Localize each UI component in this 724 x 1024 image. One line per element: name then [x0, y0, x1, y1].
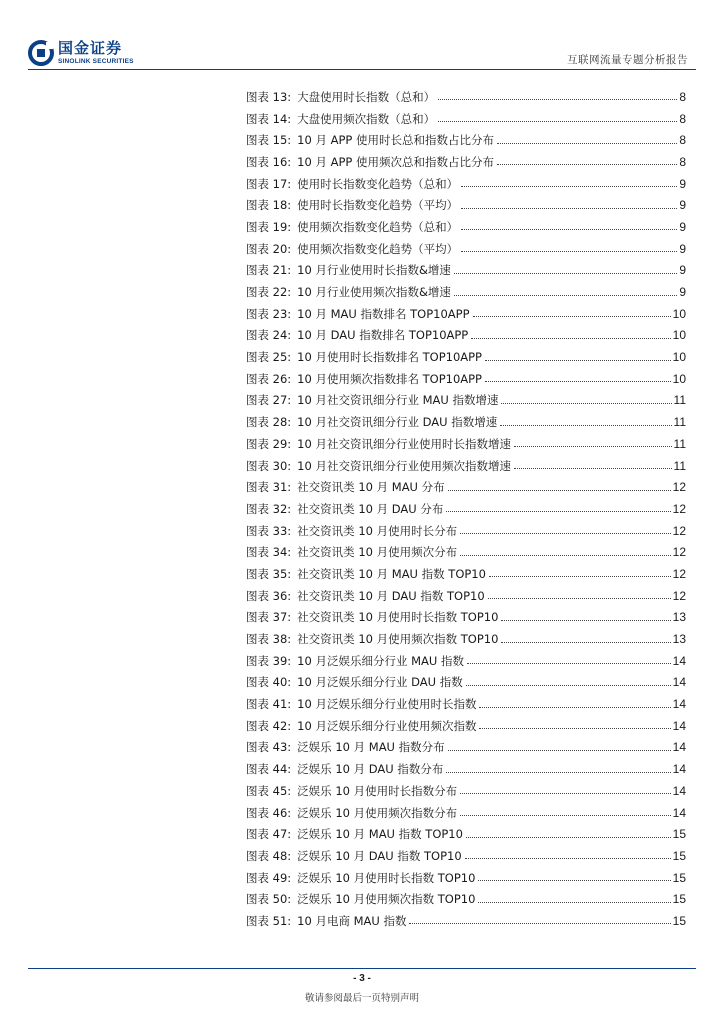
toc-entry[interactable] [246, 672, 686, 694]
page-ref: 9 [679, 285, 686, 300]
figure-title: 10 月使用时长指数排名 TOP10APP [297, 350, 482, 365]
figure-number: 图表 43: [246, 740, 292, 755]
toc-entry[interactable] [246, 173, 686, 195]
toc-entry-title [246, 891, 475, 907]
figure-title: 大盘使用频次指数（总和） [297, 111, 436, 126]
page-ref: 10 [672, 306, 686, 321]
figure-title: 泛娱乐 10 月 DAU 指数 TOP10 [297, 848, 462, 863]
page-ref: 9 [679, 176, 686, 191]
figure-title: 10 月使用频次指数排名 TOP10APP [297, 371, 482, 386]
page-ref: 15 [672, 913, 686, 928]
toc-entry-title [246, 111, 435, 127]
toc-entry[interactable] [246, 194, 686, 216]
figure-title: 使用频次指数变化趋势（总和） [297, 219, 459, 234]
toc-entry-title [246, 392, 498, 408]
toc-entry[interactable] [246, 238, 686, 260]
dot-leader [438, 121, 677, 122]
page-ref: 15 [672, 892, 686, 907]
dot-leader [448, 750, 671, 751]
toc-entry[interactable] [246, 823, 686, 845]
figure-number: 图表 42: [246, 718, 292, 733]
toc-entry-title [246, 262, 451, 278]
figure-number: 图表 29: [246, 436, 292, 451]
dot-leader [514, 468, 672, 469]
toc-entry[interactable] [246, 129, 686, 151]
toc-entry-title [246, 371, 482, 387]
toc-entry[interactable] [246, 628, 686, 650]
page-ref: 12 [672, 566, 686, 581]
figure-title: 10 月社交资讯细分行业使用频次指数增速 [297, 458, 511, 473]
figure-title: 社交资讯类 10 月 DAU 分布 [297, 501, 444, 516]
figure-title: 10 月行业使用频次指数&增速 [297, 285, 451, 300]
page-ref: 12 [672, 480, 686, 495]
dot-leader [454, 273, 677, 274]
toc-entry-title [246, 219, 458, 235]
figure-number: 图表 46: [246, 805, 292, 820]
figure-title: 社交资讯类 10 月使用时长分布 [297, 523, 458, 538]
figure-title: 10 月泛娱乐细分行业 DAU 指数 [297, 675, 463, 690]
figure-title: 泛娱乐 10 月使用频次指数 TOP10 [297, 892, 476, 907]
toc-entry-title [246, 913, 406, 929]
figure-number: 图表 27: [246, 393, 292, 408]
figure-number: 图表 38: [246, 632, 292, 647]
toc-entry[interactable] [246, 650, 686, 672]
figure-number: 图表 23: [246, 306, 292, 321]
toc-entry[interactable] [246, 802, 686, 824]
brand-name-en: SINOLINK SECURITIES [58, 57, 134, 65]
toc-entry-title [246, 89, 435, 105]
toc-entry[interactable] [246, 520, 686, 542]
toc-entry-title [246, 414, 497, 430]
toc-entry-title [246, 566, 486, 582]
figure-title: 泛娱乐 10 月使用时长指数 TOP10 [297, 870, 476, 885]
toc-entry[interactable] [246, 411, 686, 433]
page-ref: 8 [679, 111, 686, 126]
dot-leader [460, 815, 671, 816]
toc-entry-title [246, 544, 457, 560]
page-ref: 12 [672, 523, 686, 538]
figure-number: 图表 30: [246, 458, 292, 473]
page-ref: 9 [679, 198, 686, 213]
figure-number: 图表 18: [246, 198, 292, 213]
toc-entry[interactable] [246, 845, 686, 867]
page-ref: 14 [672, 762, 686, 777]
toc-entry[interactable] [246, 910, 686, 932]
figure-title: 使用时长指数变化趋势（平均） [297, 198, 459, 213]
figure-number: 图表 24: [246, 328, 292, 343]
figure-number: 图表 17: [246, 176, 292, 191]
toc-entry[interactable] [246, 867, 686, 889]
figure-number: 图表 26: [246, 371, 292, 386]
page-ref: 14 [672, 805, 686, 820]
figure-title: 10 月 DAU 指数排名 TOP10APP [297, 328, 469, 343]
page-ref: 14 [672, 783, 686, 798]
dot-leader [438, 99, 677, 100]
toc-entry[interactable] [246, 455, 686, 477]
figure-number: 图表 40: [246, 675, 292, 690]
toc-entry-title [246, 805, 457, 821]
dot-leader [448, 490, 671, 491]
toc-entry-title [246, 154, 494, 170]
figure-title: 10 月 APP 使用频次总和指数占比分布 [297, 154, 495, 169]
toc-entry[interactable] [246, 693, 686, 715]
dot-leader [460, 793, 671, 794]
page-ref: 8 [679, 133, 686, 148]
page-ref: 15 [672, 848, 686, 863]
toc-entry-title [246, 306, 470, 322]
toc-entry[interactable] [246, 585, 686, 607]
toc-entry-title [246, 241, 458, 257]
toc-entry-title [246, 458, 511, 474]
figure-title: 10 月电商 MAU 指数 [297, 913, 407, 928]
figure-number: 图表 37: [246, 610, 292, 625]
toc-entry-title [246, 674, 463, 690]
dot-leader [466, 837, 671, 838]
figure-title: 10 月 MAU 指数排名 TOP10APP [297, 306, 470, 321]
dot-leader [465, 858, 671, 859]
figure-number: 图表 19: [246, 219, 292, 234]
figure-number: 图表 45: [246, 783, 292, 798]
dot-leader [514, 446, 672, 447]
report-title: 互联网流量专题分析报告 [567, 54, 688, 66]
dot-leader [485, 381, 671, 382]
figure-number: 图表 48: [246, 848, 292, 863]
figure-number: 图表 34: [246, 545, 292, 560]
toc-entry[interactable] [246, 476, 686, 498]
header-divider [28, 69, 696, 70]
page-ref: 12 [672, 501, 686, 516]
page-ref: 10 [672, 350, 686, 365]
dot-leader [478, 880, 670, 881]
page-ref: 11 [673, 436, 686, 451]
dot-leader [461, 251, 677, 252]
figure-number: 图表 44: [246, 762, 292, 777]
figure-title: 泛娱乐 10 月使用时长指数分布 [297, 783, 458, 798]
toc-entry[interactable] [246, 541, 686, 563]
toc-entry[interactable] [246, 368, 686, 390]
page-ref: 14 [672, 653, 686, 668]
figure-title: 社交资讯类 10 月 MAU 指数 TOP10 [297, 566, 486, 581]
toc-entry[interactable] [246, 216, 686, 238]
toc-entry-title [246, 284, 451, 300]
figure-number: 图表 15: [246, 133, 292, 148]
toc-entry-title [246, 349, 482, 365]
page-ref: 8 [679, 89, 686, 104]
toc-entry-title [246, 870, 475, 886]
page-number: - 3 - [353, 973, 371, 984]
toc-entry[interactable] [246, 607, 686, 629]
dot-leader [497, 143, 677, 144]
figure-title: 社交资讯类 10 月 MAU 分布 [297, 480, 445, 495]
figure-number: 图表 47: [246, 827, 292, 842]
figure-title: 泛娱乐 10 月 DAU 指数分布 [297, 762, 444, 777]
dot-leader [489, 576, 671, 577]
figure-title: 社交资讯类 10 月 DAU 指数 TOP10 [297, 588, 485, 603]
page-ref: 12 [672, 545, 686, 560]
dot-leader [488, 598, 671, 599]
toc-entry-title [246, 826, 463, 842]
toc-entry-title [246, 327, 468, 343]
toc-entry[interactable] [246, 346, 686, 368]
toc-entry-title [246, 176, 458, 192]
toc-entry[interactable] [246, 108, 686, 130]
page-ref: 14 [672, 718, 686, 733]
figure-number: 图表 36: [246, 588, 292, 603]
toc-entry-title [246, 761, 443, 777]
page-ref: 15 [672, 827, 686, 842]
page-ref: 14 [672, 697, 686, 712]
page-ref: 11 [673, 458, 686, 473]
figure-title: 10 月社交资讯细分行业 MAU 指数增速 [297, 393, 499, 408]
figure-number: 图表 39: [246, 653, 292, 668]
figure-title: 10 月行业使用时长指数&增速 [297, 263, 451, 278]
dot-leader [479, 728, 670, 729]
dot-leader [501, 620, 670, 621]
dot-leader [460, 555, 671, 556]
toc-entry-title [246, 739, 445, 755]
figure-number: 图表 13: [246, 89, 292, 104]
table-of-figures [246, 86, 686, 932]
figure-title: 10 月社交资讯细分行业 DAU 指数增速 [297, 415, 498, 430]
page-ref: 8 [679, 154, 686, 169]
page-ref: 9 [679, 263, 686, 278]
figure-number: 图表 20: [246, 241, 292, 256]
toc-entry[interactable] [246, 563, 686, 585]
dot-leader [501, 642, 670, 643]
dot-leader [473, 316, 671, 317]
sinolink-logo-icon [28, 40, 54, 66]
toc-entry-title [246, 436, 511, 452]
toc-entry-title [246, 718, 476, 734]
dot-leader [497, 164, 677, 165]
figure-title: 10 月泛娱乐细分行业 MAU 指数 [297, 653, 464, 668]
figure-title: 社交资讯类 10 月使用频次分布 [297, 545, 458, 560]
dot-leader [461, 229, 677, 230]
figure-title: 使用频次指数变化趋势（平均） [297, 241, 459, 256]
toc-entry-title [246, 479, 445, 495]
disclaimer-text: 敬请参阅最后一页特别声明 [304, 993, 419, 1004]
figure-title: 泛娱乐 10 月 MAU 指数 TOP10 [297, 827, 463, 842]
figure-title: 10 月泛娱乐细分行业使用时长指数 [297, 697, 477, 712]
toc-entry[interactable] [246, 86, 686, 108]
toc-entry[interactable] [246, 715, 686, 737]
figure-title: 大盘使用时长指数（总和） [297, 89, 436, 104]
toc-entry[interactable] [246, 758, 686, 780]
dot-leader [460, 533, 671, 534]
page-ref: 14 [672, 740, 686, 755]
figure-number: 图表 33: [246, 523, 292, 538]
dot-leader [467, 663, 671, 664]
dot-leader [461, 186, 677, 187]
company-logo [28, 40, 134, 66]
figure-title: 使用时长指数变化趋势（总和） [297, 176, 459, 191]
page-header [0, 0, 724, 74]
toc-entry-title [246, 588, 485, 604]
footer-divider [28, 968, 696, 969]
page-ref: 12 [672, 588, 686, 603]
toc-entry-title [246, 783, 457, 799]
toc-entry[interactable] [246, 151, 686, 173]
figure-number: 图表 21: [246, 263, 292, 278]
toc-entry-title [246, 501, 443, 517]
toc-entry-title [246, 609, 498, 625]
dot-leader [446, 772, 670, 773]
toc-entry[interactable] [246, 303, 686, 325]
figure-title: 社交资讯类 10 月使用频次指数 TOP10 [297, 632, 499, 647]
dot-leader [471, 338, 670, 339]
dot-leader [461, 208, 677, 209]
page-ref: 14 [672, 675, 686, 690]
toc-entry[interactable] [246, 737, 686, 759]
toc-entry-title [246, 631, 498, 647]
figure-number: 图表 51: [246, 913, 292, 928]
dot-leader [446, 511, 670, 512]
toc-entry[interactable] [246, 433, 686, 455]
figure-title: 社交资讯类 10 月使用时长指数 TOP10 [297, 610, 499, 625]
page-ref: 13 [672, 610, 686, 625]
toc-entry-title [246, 696, 476, 712]
figure-number: 图表 16: [246, 154, 292, 169]
page-ref: 9 [679, 241, 686, 256]
page-ref: 13 [672, 632, 686, 647]
toc-entry[interactable] [246, 260, 686, 282]
toc-entry-title [246, 132, 494, 148]
toc-entry-title [246, 197, 458, 213]
toc-entry[interactable] [246, 325, 686, 347]
page-ref: 10 [672, 328, 686, 343]
figure-number: 图表 14: [246, 111, 292, 126]
dot-leader [501, 403, 671, 404]
figure-number: 图表 32: [246, 501, 292, 516]
figure-number: 图表 25: [246, 350, 292, 365]
toc-entry[interactable] [246, 390, 686, 412]
page-ref: 11 [673, 393, 686, 408]
figure-title: 10 月社交资讯细分行业使用时长指数增速 [297, 436, 511, 451]
dot-leader [466, 685, 671, 686]
figure-number: 图表 31: [246, 480, 292, 495]
page-ref: 10 [672, 371, 686, 386]
figure-number: 图表 49: [246, 870, 292, 885]
page-ref: 11 [673, 415, 686, 430]
figure-title: 泛娱乐 10 月使用频次指数分布 [297, 805, 458, 820]
page-ref: 9 [679, 219, 686, 234]
toc-entry[interactable] [246, 780, 686, 802]
figure-number: 图表 22: [246, 285, 292, 300]
figure-title: 泛娱乐 10 月 MAU 指数分布 [297, 740, 445, 755]
toc-entry[interactable] [246, 498, 686, 520]
toc-entry-title [246, 848, 462, 864]
dot-leader [454, 295, 677, 296]
figure-number: 图表 41: [246, 697, 292, 712]
figure-number: 图表 35: [246, 566, 292, 581]
figure-title: 10 月 APP 使用时长总和指数占比分布 [297, 133, 495, 148]
page-ref: 15 [672, 870, 686, 885]
figure-title: 10 月泛娱乐细分行业使用频次指数 [297, 718, 477, 733]
dot-leader [500, 425, 671, 426]
brand-name-cn: 国金证券 [58, 38, 123, 57]
toc-entry-title [246, 523, 457, 539]
toc-entry-title [246, 653, 464, 669]
figure-number: 图表 28: [246, 415, 292, 430]
toc-entry[interactable] [246, 888, 686, 910]
dot-leader [409, 923, 670, 924]
dot-leader [479, 707, 670, 708]
dot-leader [478, 902, 670, 903]
dot-leader [485, 360, 671, 361]
toc-entry[interactable] [246, 281, 686, 303]
figure-number: 图表 50: [246, 892, 292, 907]
